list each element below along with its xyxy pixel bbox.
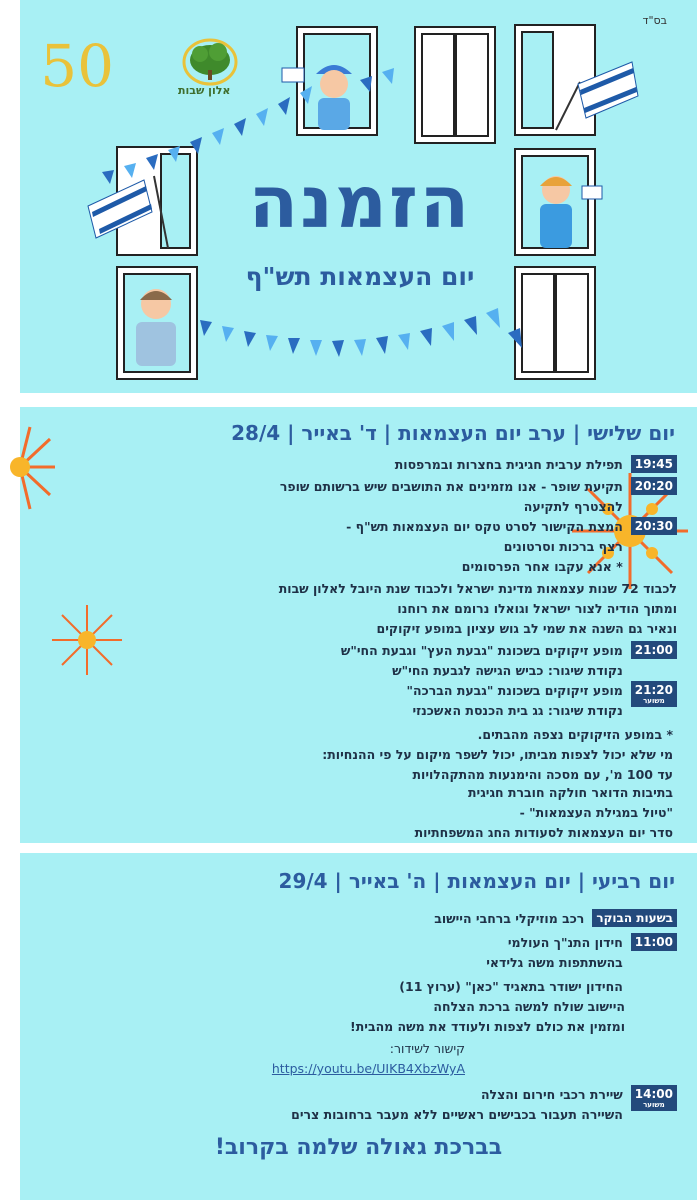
- tribute-text: [279, 579, 677, 639]
- broadcast-link[interactable]: https://youtu.be/UIKB4XbzWyA: [271, 1061, 465, 1076]
- time-badge: [631, 681, 677, 707]
- time-badge: 21:00: [631, 641, 677, 659]
- event-line: השיירה תעבור בכבישים ראשיים ללא מעבר ברחובות צרים: [291, 1107, 623, 1122]
- bunting-bottom: [200, 308, 522, 357]
- time-badge: [631, 1085, 677, 1111]
- event-line: תפילת ערבית חגיגית בחצרות ובמרפסות: [394, 457, 623, 472]
- booklet-line: "טיול במגילת העצמאות" -: [519, 805, 673, 820]
- event-row: [346, 517, 677, 577]
- day2-title: יום רביעי | יום העצמאות | ה' באייר | 29/4: [278, 869, 675, 893]
- fireworks-row: [407, 681, 677, 721]
- booklet-line: בתיבות הדואר חולקה חוברת חגיגית: [467, 785, 673, 800]
- day1-title: יום שלישי | ערב יום העצמאות | ד' באייר | 28/4: [231, 421, 675, 445]
- booklet-line: סדר יום העצמאות לסעודות החג המשפחתיות: [414, 825, 673, 840]
- independence-eve-section: [20, 407, 697, 843]
- logo-caption: אלון שבות: [178, 84, 231, 97]
- israel-flag-left-icon: [88, 176, 168, 248]
- time-badge: בשעות הבוקר: [592, 909, 677, 927]
- tribute-line: ונאיר גם השנה את שמי לב גוש עציון במופע זיקוקים: [376, 621, 677, 636]
- booklet-notice: [415, 783, 673, 843]
- time-badge: 20:30: [631, 517, 677, 535]
- event-line: בהשתתפות משה גלידאי: [486, 955, 623, 970]
- event-line: רצף ברכות וסרטונים: [503, 539, 623, 554]
- invitation-header: [20, 0, 697, 393]
- event-line: שיירת רכבי חירום והצלה: [480, 1087, 623, 1102]
- firework-icon: [0, 417, 60, 517]
- viewing-notes: [322, 725, 673, 785]
- event-line: * אנא עקבו אחר הפרסומים: [461, 559, 623, 574]
- broadcast-label: קישור לשידור:: [389, 1041, 465, 1056]
- fireworks-line: מופע זיקוקים בשכונת "גבעת העץ" וגבעת החי"ש: [340, 643, 623, 658]
- firework-small-icon: [50, 603, 124, 677]
- event-row: [395, 455, 677, 475]
- event-line: המצת הקישור לסרט טקס יום העצמאות תש"ף -: [346, 519, 623, 534]
- badge-time: 21:20: [634, 683, 673, 697]
- time-badge: 19:45: [631, 455, 677, 473]
- wish-line: ומזמין את כולם לצפות ולעודד את משה מהבית!: [350, 1019, 625, 1034]
- man-with-glasses-icon: [136, 289, 176, 366]
- closing-blessing: בברכת גאולה שלמה בקרוב!: [214, 1135, 503, 1160]
- tribute-line: לכבוד 72 שנות עצמאות מדינת ישראל ולכבוד שנת היובל לאלון שבות: [278, 581, 677, 596]
- event-line: החידון ישודר בתאגיד "כאן" (ערוץ 11): [399, 979, 623, 994]
- event-line: תקיעת שופר - אנו מזמינים את התושבים שיש ברשותם שופר: [279, 479, 623, 494]
- event-line: חידון התנ"ך העולמי: [507, 935, 623, 950]
- time-badge: 20:20: [631, 477, 677, 495]
- broadcast-info: [272, 1039, 465, 1079]
- israel-flag-right-icon: [556, 62, 638, 130]
- event-line: להצטרף לתקיעה: [523, 499, 623, 514]
- logo-number: 50: [40, 32, 114, 100]
- fireworks-line: נקודת שיגור: כביש הגישה לגבעת החי"ש: [392, 663, 623, 678]
- invitation-title: הזמנה: [248, 160, 472, 244]
- event-row: [280, 477, 677, 517]
- boy-with-flag-icon: [282, 65, 352, 130]
- bsd-mark: בס"ד: [642, 14, 667, 27]
- tribute-line: ומתוך הודיה לצור ישראל וגואלו נרומם את רוחנו: [397, 601, 677, 616]
- badge-time: 14:00: [634, 1087, 673, 1101]
- invitation-subtitle: יום העצמאות תש"ף: [245, 262, 475, 291]
- fireworks-line: מופע זיקוקים בשכונת "גבעת הברכה": [406, 683, 623, 698]
- wishes-text: [350, 997, 625, 1037]
- girl-with-flag-icon: [540, 176, 602, 248]
- wish-line: היישוב שולח למשה ברכת הצלחה: [433, 999, 625, 1014]
- badge-note: משוער: [643, 1101, 665, 1109]
- fireworks-row: [341, 641, 677, 681]
- note-line: * במופע הזיקוקים נצפה מהבתים.: [477, 727, 673, 742]
- note-line: מי שלא יכול לצפות מביתו, יכול לשפר מיקום על פי ההנחיות:: [322, 747, 673, 762]
- event-row: [399, 933, 677, 997]
- badge-note: משוער: [643, 697, 665, 705]
- fireworks-line: נקודת שיגור: גג בית הכנסת האשכנזי: [412, 703, 623, 718]
- note-line: עד 100 מ', עם מסכה והימנעות מהתקהלויות: [412, 767, 673, 782]
- event-line: רכב מוזיקלי ברחבי היישוב: [434, 911, 585, 926]
- time-badge: 11:00: [631, 933, 677, 951]
- event-row: [434, 909, 677, 929]
- event-row: [291, 1085, 677, 1125]
